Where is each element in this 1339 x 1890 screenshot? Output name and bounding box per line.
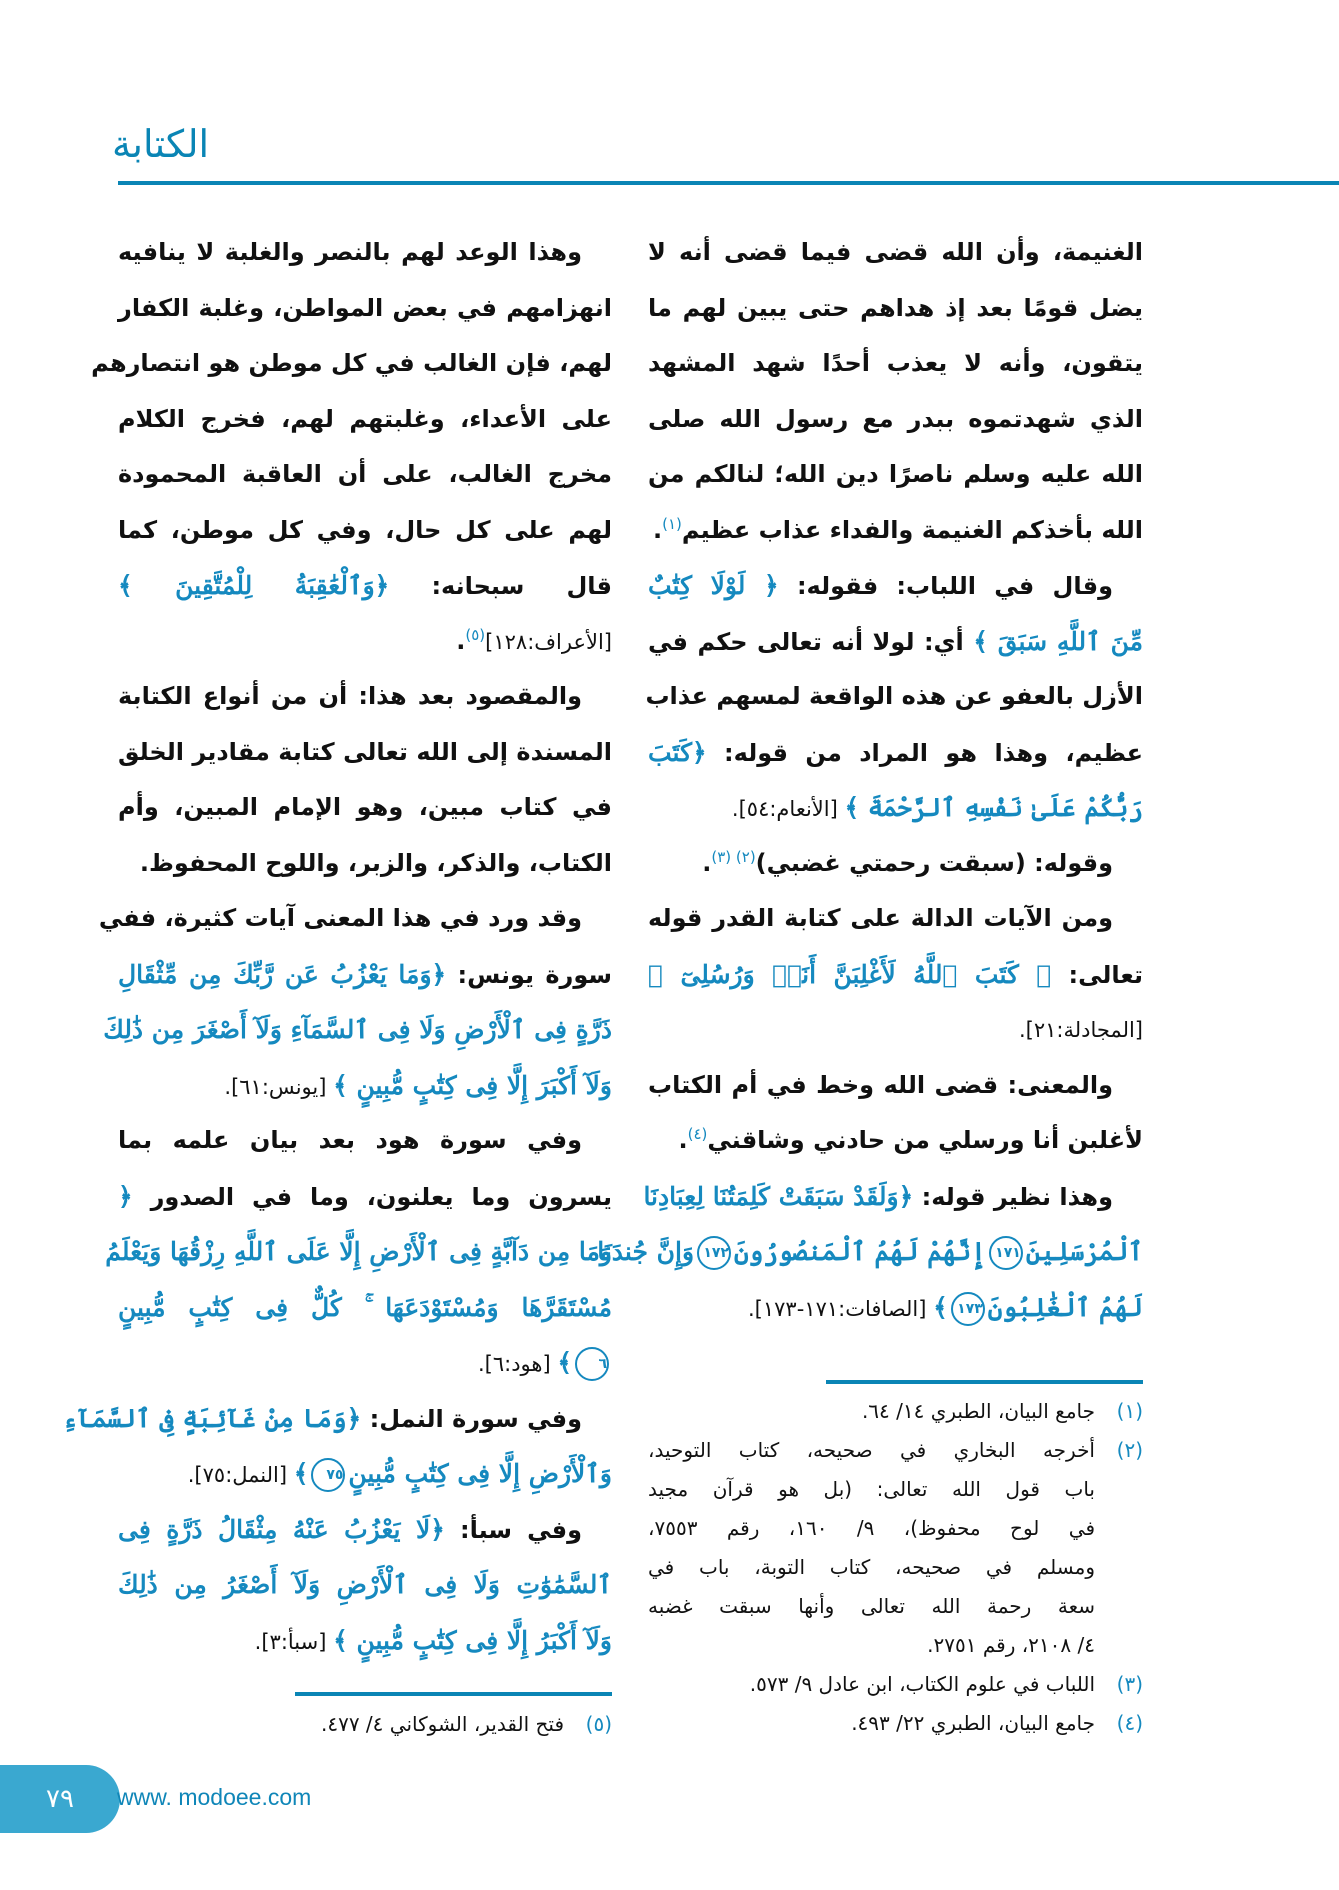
body-text: مخرج الغالب، على أن العاقبة المحمودة [118, 460, 612, 488]
quran-verse: ﴿ لَوْلَا كِتَٰبٌ [648, 571, 779, 600]
body-text: يسرون وما يعلنون، وما في الصدور [132, 1182, 612, 1211]
quran-verse: ﴿ [118, 1181, 133, 1211]
body-text: الذي شهدتموه ببدر مع رسول الله صلى [648, 404, 1143, 433]
text-line [648, 447, 1143, 503]
ayah-number-marker: ١٧١ [989, 1236, 1023, 1270]
footnote-line [648, 1626, 1143, 1665]
quran-verse: ﴿لَا يَعْزُبُ عَنْهُ مِثْقَالُ ذَرَّةٍ فِى [118, 1514, 445, 1544]
text-line [643, 1169, 1143, 1225]
footnote-text: اللباب في علوم الكتاب، ابن عادل ٩/ ٥٧٣. [749, 1672, 1095, 1696]
quran-verse: مُسْتَقَرَّهَا وَمُسْتَوْدَعَهَا ۚ كُلٌّ فِى كِتَٰبٍ مُّبِينٍ [118, 1292, 612, 1322]
body-text: يضل قومًا بعد إذ هداهم حتى يبين لهم ما [648, 293, 1143, 322]
text-line [648, 614, 1143, 670]
text-line [105, 1224, 612, 1280]
text-line [118, 1113, 612, 1169]
footnote-text: جامع البيان، الطبري ٢٢/ ٤٩٣. [851, 1711, 1095, 1735]
left-text-column [62, 225, 613, 1668]
body-text: وقال في اللباب: فقوله: [778, 572, 1113, 600]
quran-verse: ٱلسَّمَٰوَٰتِ وَلَا فِى ٱلْأَرْضِ وَلَآ أَصْغَرُ مِن ذَٰلِكَ [118, 1570, 612, 1599]
body-text: الغنيمة، وأن الله قضى فيما قضى أنه لا [648, 238, 1143, 266]
text-line [118, 1169, 612, 1225]
quran-verse: ﴿وَلَقَدْ سَبَقَتْ كَلِمَتُنَا لِعِبَادِنَا [643, 1181, 914, 1211]
body-text: وقد ورد في هذا المعنى آيات كثيرة، ففي [98, 904, 582, 932]
body-text: . [702, 848, 712, 877]
footnote-text: سعة رحمة الله تعالى وأنها سبقت غضبه [648, 1594, 1095, 1618]
page-number-badge: ٧٩ [0, 1765, 120, 1833]
body-text: لهم على كل حال، وفي كل موطن، كما [118, 515, 612, 544]
body-text: يتقون، وأنه لا يعذب أحدًا شهد المشهد [648, 349, 1143, 377]
body-text: . [652, 515, 663, 544]
body-text: . [678, 1126, 688, 1154]
text-line [118, 281, 612, 337]
verse-reference: [الأنعام:٥٤]. [731, 797, 845, 821]
footnote-text: جامع البيان، الطبري ١٤/ ٦٤. [861, 1399, 1095, 1423]
body-text: وفي سبأ: [444, 1515, 582, 1544]
ayah-number-marker: ٦ [575, 1347, 609, 1381]
footnote-number: (١) [1116, 1399, 1143, 1423]
text-line [118, 947, 612, 1003]
text-line [648, 558, 1143, 614]
body-text: وقوله: (سبقت رحمتي غضبي) [755, 848, 1113, 877]
header-divider [118, 181, 1339, 185]
verse-reference: [الأعراف:١٢٨] [485, 629, 612, 654]
quran-verse: ذَرَّةٍ فِى ٱلْأَرْضِ وَلَا فِى ٱلسَّمَآءِ وَلَآ أَصْغَرَ مِن ذَٰلِكَ [103, 1015, 612, 1044]
text-line [648, 503, 1143, 559]
footnote-text: باب قول الله تعالى: (بل هو قرآن مجيد [648, 1477, 1095, 1501]
body-text: عظيم، وهذا هو المراد من قوله: [706, 738, 1143, 767]
text-line [118, 392, 612, 448]
chapter-title: الكتابة [112, 122, 210, 166]
quran-verse: وَٱلْأَرْضِ إِلَّا فِى كِتَٰبٍ مُّبِينٍ [348, 1459, 612, 1488]
text-line [118, 836, 612, 892]
text-line [648, 1280, 1143, 1336]
footnote-marker: (١) [662, 514, 682, 533]
text-line [118, 558, 612, 614]
quran-verse: ﴾ [557, 1348, 572, 1377]
text-line [118, 1058, 612, 1114]
text-line [118, 780, 612, 836]
footnote-line [648, 1470, 1143, 1509]
body-text: قال سبحانه: [389, 572, 612, 600]
text-line [118, 614, 612, 670]
body-text: انهزامهم في بعض المواطن، وغلبة الكفار [118, 293, 612, 322]
footnote-line [648, 1665, 1143, 1704]
verse-reference: [سبأ:٣]. [254, 1629, 334, 1654]
text-line [118, 1335, 612, 1391]
footnote-text: في لوح محفوظ)، ٩/ ١٦٠، رقم ٧٥٥٣، [648, 1516, 1096, 1540]
body-text: في كتاب مبين، وهو الإمام المبين، وأم [118, 793, 612, 821]
quran-verse: مِّنَ ٱللَّهِ سَبَقَ ﴾ [973, 626, 1144, 656]
body-text: لهم، فإن الغالب في كل موطن هو انتصارهم [91, 349, 612, 377]
verse-reference: [يونس:٦١]. [224, 1074, 334, 1099]
footnote-marker: (٢) (٣) [711, 847, 756, 866]
footnote-line [648, 1548, 1143, 1587]
quran-verse: ﴿وَمَا يَعْزُبُ عَن رَّبِّكَ مِن مِّثْقَالِ [118, 959, 447, 989]
footnote-marker: (٥) [465, 625, 486, 644]
text-line [648, 1113, 1143, 1169]
text-line [118, 1280, 612, 1336]
quran-verse: وَمَا مِن دَآبَّةٍ فِى ٱلْأَرْضِ إِلَّا عَلَى ٱللَّهِ رِزْقُهَا وَيَعْلَمُ [105, 1237, 612, 1266]
text-line [118, 669, 612, 725]
website-link[interactable]: www. modoee.com [117, 1784, 312, 1810]
body-text: وهذا الوعد لهم بالنصر والغلبة لا ينافيه [118, 238, 582, 266]
footnote-line [648, 1509, 1143, 1548]
text-line [648, 947, 1143, 1003]
right-text-column [597, 225, 1144, 1335]
text-line [648, 836, 1143, 892]
text-line [648, 1058, 1143, 1114]
text-line [118, 1502, 612, 1558]
verse-reference: [هود:٦]. [477, 1352, 558, 1376]
body-text: على الأعداء، وغلبتهم لهم، فخرج الكلام [118, 404, 612, 433]
footnote-number: (٣) [1116, 1672, 1143, 1696]
footnote-marker: (٤) [687, 1125, 708, 1143]
quran-verse: وَلَآ أَكْبَرُ إِلَّا فِى كِتَٰبٍ مُّبِينٍ ﴾ [333, 1625, 612, 1655]
ayah-number-marker: ٧٥ [311, 1458, 345, 1492]
footnotes-right [648, 1392, 1143, 1743]
text-line [648, 281, 1143, 337]
footnote-text: أخرجه البخاري في صحيحه، كتاب التوحيد، [648, 1438, 1095, 1462]
footnote-number: (٥) [585, 1712, 612, 1736]
quran-verse: ٱلْمُرْسَلِينَ [1025, 1237, 1143, 1266]
quran-verse: إِنَّهُمْ لَهُمُ ٱلْمَنصُورُونَ [734, 1237, 986, 1266]
text-line [648, 392, 1143, 448]
footnote-line [648, 1587, 1143, 1626]
quran-verse: ﴾ [293, 1459, 309, 1488]
text-line [118, 1613, 612, 1669]
quran-verse: وَلَآ أَكْبَرَ إِلَّا فِى كِتَٰبٍ مُّبِينٍ ﴾ [333, 1070, 612, 1100]
text-line [648, 780, 1143, 836]
text-line [118, 725, 612, 781]
body-text: أي: لولا أنه تعالى حكم في [648, 627, 974, 656]
body-text: الكتاب، والذكر، والزبر، واللوح المحفوظ. [139, 848, 612, 877]
text-line [103, 1002, 612, 1058]
quran-verse: وَإِنَّ جُندَنَا [597, 1237, 695, 1266]
footnote-text: ومسلم في صحيحه، كتاب التوبة، باب في [648, 1555, 1095, 1579]
footnote-divider-left [295, 1692, 612, 1696]
body-text: المسندة إلى الله تعالى كتابة مقادير الخلق [118, 737, 612, 766]
text-line [118, 447, 612, 503]
text-line [648, 336, 1143, 392]
text-line [645, 669, 1143, 725]
footnote-divider-right [826, 1380, 1143, 1384]
text-line [62, 1391, 612, 1447]
ayah-number-marker: ١٧٢ [697, 1236, 731, 1270]
footnote-line [648, 1431, 1143, 1470]
body-text: الأزل بالعفو عن هذه الواقعة لمسهم عذاب [645, 682, 1143, 710]
body-text: . [456, 626, 466, 655]
body-text: وهذا نظير قوله: [913, 1182, 1113, 1211]
text-line [98, 891, 612, 947]
body-text: لأغلبن أنا ورسلي من حادني وشاقني [707, 1126, 1143, 1154]
footnote-number: (٢) [1116, 1438, 1143, 1462]
footnote-text: ٤/ ٢١٠٨، رقم ٢٧٥١. [927, 1633, 1095, 1657]
verse-reference: [النمل:٧٥]. [187, 1463, 294, 1487]
text-line [597, 1224, 1143, 1280]
quran-verse: ﴿ كَتَبَ ٱللَّهُ لَأَغْلِبَنَّ أَنَا۠ وَرُسُلِىٓ ﴾ [648, 959, 1052, 989]
verse-reference: [المجادلة:٢١]. [1018, 1018, 1143, 1042]
ayah-number-marker: ١٧٣ [951, 1292, 985, 1326]
quran-verse: ﴿كَتَبَ [648, 737, 707, 767]
verse-reference: [الصافات:١٧١-١٧٣]. [748, 1296, 934, 1321]
body-text: الله بأخذكم الغنيمة والفداء عذاب عظيم [681, 515, 1143, 544]
body-text: والمعنى: قضى الله وخط في أم الكتاب [648, 1070, 1113, 1099]
quran-verse: ﴾ [933, 1292, 948, 1322]
text-line [118, 1446, 612, 1502]
text-line [118, 503, 612, 559]
quran-verse: ﴿وَمَا مِنْ غَآئِبَةٍ فِى ٱلسَّمَآءِ [62, 1403, 362, 1433]
body-text: وفي سورة هود بعد بيان علمه بما [118, 1126, 582, 1154]
footnote-text: فتح القدير، الشوكاني ٤/ ٤٧٧. [320, 1712, 564, 1736]
text-line [91, 336, 612, 392]
text-line [648, 225, 1143, 281]
quran-verse: لَهُمُ ٱلْغَٰلِبُونَ [987, 1292, 1143, 1322]
body-text: وفي سورة النمل: [361, 1404, 582, 1433]
text-line [648, 891, 1143, 947]
footnote-number: (٤) [1116, 1711, 1143, 1735]
text-line [648, 725, 1143, 781]
body-text: ومن الآيات الدالة على كتابة القدر قوله [648, 904, 1113, 932]
text-line [118, 1557, 612, 1613]
body-text: والمقصود بعد هذا: أن من أنواع الكتابة [118, 682, 582, 710]
footnote-line [648, 1704, 1143, 1743]
footnote-line [648, 1392, 1143, 1431]
footnote-line [118, 1705, 612, 1744]
text-line [648, 1002, 1143, 1058]
body-text: سورة يونس: [446, 960, 613, 989]
body-text: الله عليه وسلم ناصرًا دين الله؛ لنالكم من [648, 460, 1143, 488]
quran-verse: ﴿وَٱلْعَٰقِبَةُ لِلْمُتَّقِينَ ﴾ [118, 571, 390, 600]
text-line [118, 225, 612, 281]
footnotes-left [118, 1705, 612, 1744]
body-text: تعالى: [1051, 960, 1143, 989]
quran-verse: رَبُّكُمْ عَلَىٰ نَفْسِهِ ٱلرَّحْمَةَ ﴾ [844, 793, 1143, 822]
